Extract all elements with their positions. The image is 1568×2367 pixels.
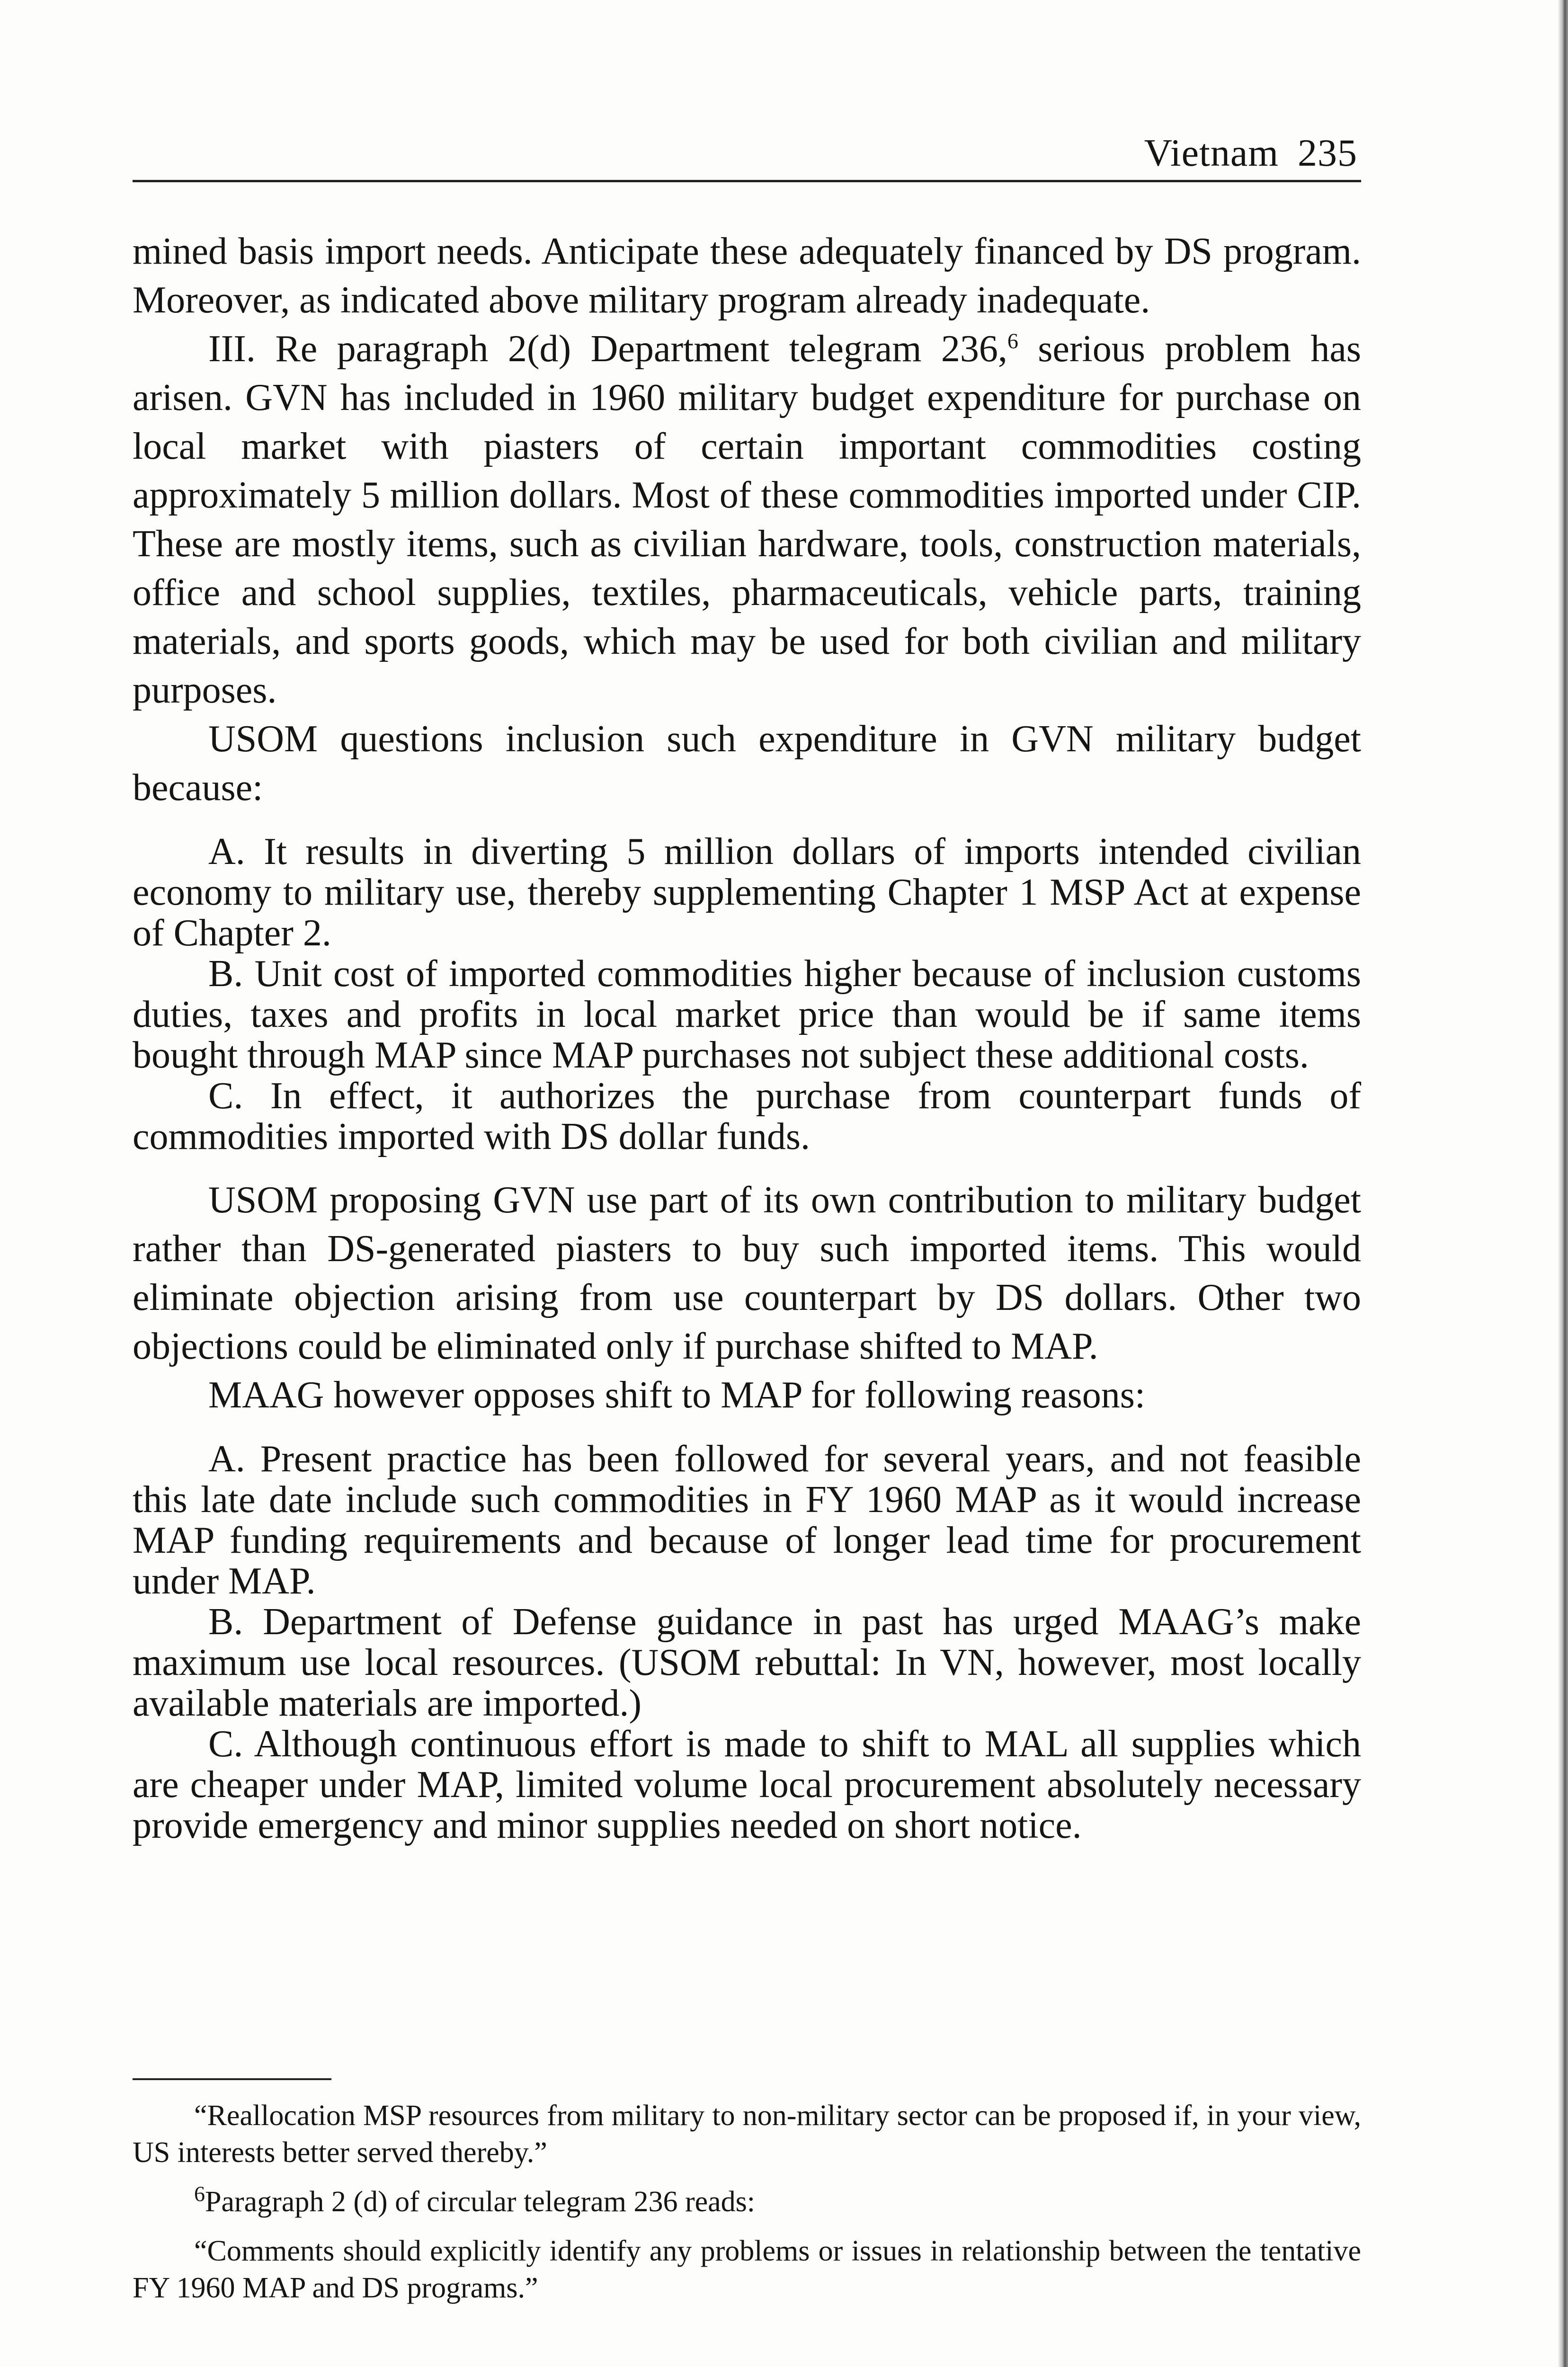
list-item: C. Although continuous effort is made to shift to MAL all supplies which are cheaper under MAP, limited volume local procurement absolutely necessary provide emergency and minor supplies needed on short notice. — [133, 1723, 1361, 1846]
page-header — [133, 128, 1361, 182]
paragraph-continued: mined basis import needs. Anticipate these adequately financed by DS program. Moreover, as indicated above military program already inadequate. — [133, 231, 1361, 321]
paragraph-section-iii — [133, 325, 1361, 715]
footnote-6-intro: Paragraph 2 (d) of circular telegram 236 reads: — [205, 2186, 755, 2218]
paragraph-section-iii-start: III. Re paragraph 2(d) Department telegram 236, — [208, 328, 1007, 370]
paragraph-usom-proposal: USOM proposing GVN use part of its own contribution to military budget rather than DS-generated piasters to buy such imported items. This would eliminate objection arising from use counterpart by DS dollars. Other two objections could be eliminated only if purchase shifted to MAP. — [133, 1179, 1361, 1367]
list-item: B. Department of Defense guidance in past has urged MAAG’s make maximum use local resources. (USOM rebuttal: In VN, however, most locally available materials are imported.) — [133, 1601, 1361, 1724]
body-text — [133, 227, 1361, 1865]
page-number: 235 — [1298, 131, 1357, 174]
footnote-6 — [133, 2183, 1361, 2220]
paragraph-maag-opposes: MAAG however opposes shift to MAP for following reasons: — [208, 1374, 1146, 1416]
list-item: B. Unit cost of imported commodities higher because of inclusion customs duties, taxes and profits in local market price than would be if same items bought through MAP since MAP purchases not subject these additional costs. — [133, 953, 1361, 1076]
footnote-continued: “Reallocation MSP resources from military to non-military sector can be proposed if, in your view, US interests better served thereby.” — [133, 2100, 1361, 2169]
list-item: C. In effect, it authorizes the purchase from counterpart funds of commodities imported with DS dollar funds. — [133, 1075, 1361, 1157]
footnote-divider — [133, 2078, 331, 2080]
list-item: A. It results in diverting 5 million dollars of imports intended civilian economy to military use, thereby supplementing Chapter 1 MSP Act at expense of Chapter 2. — [133, 831, 1361, 954]
usom-reasons-list — [133, 831, 1361, 1157]
maag-reasons-list — [133, 1439, 1361, 1846]
footnote-reference-6: 6 — [1007, 329, 1018, 353]
running-head — [1144, 131, 1357, 175]
footnote-6-quote: “Comments should explicitly identify any problems or issues in relationship between the tentative FY 1960 MAP and DS programs.” — [133, 2235, 1361, 2304]
running-title: Vietnam — [1144, 131, 1279, 174]
list-item: A. Present practice has been followed for several years, and not feasible this late date include such commodities in FY 1960 MAP as it would increase MAP funding requirements and because of longer lead time for procurement under MAP. — [133, 1438, 1361, 1602]
page-binding-edge — [1558, 0, 1568, 2367]
paragraph-section-iii-rest: serious problem has arisen. GVN has included in 1960 military budget expenditure for purchase on local market with piasters of certain important commodities costing approximately 5 million dollars. Most of these commodities imported under CIP. These are mostly items, such as civilian hardware, tools, construction materials, office and school supplies, textiles, pharmaceuticals, vehicle parts, training materials, and sports goods, which may be used for both civilian and military purposes. — [133, 328, 1361, 711]
footnote-6-marker: 6 — [194, 2181, 205, 2206]
paragraph-usom-questions: USOM questions inclusion such expenditure in GVN military budget because: — [133, 718, 1361, 809]
footnotes — [133, 2097, 1361, 2319]
